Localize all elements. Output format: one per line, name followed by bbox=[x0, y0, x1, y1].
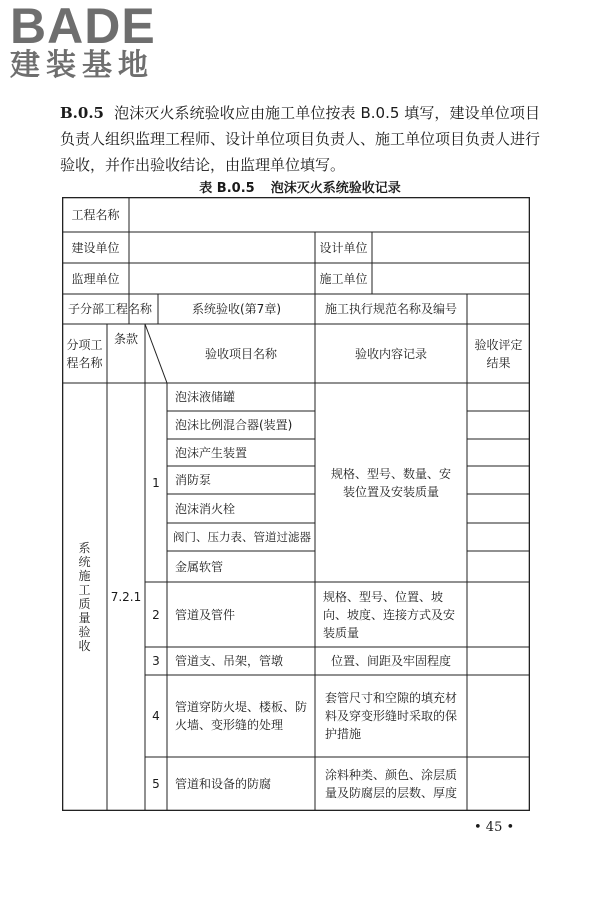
logo-wordmark: BADE bbox=[10, 0, 156, 54]
page-number: • 45 • bbox=[474, 820, 515, 835]
table-caption-label: 表 B.0.5 bbox=[199, 181, 255, 196]
section-name-char: 统 bbox=[78, 555, 91, 569]
acceptance-item: 金属软管 bbox=[175, 559, 224, 574]
acceptance-item: 管道穿防火堤、楼板、防火墙、变形缝的处理 bbox=[175, 700, 308, 732]
header-content-record: 验收内容记录 bbox=[354, 346, 427, 361]
header-clause: 条款 bbox=[113, 332, 138, 346]
header-acceptance-item: 验收项目名称 bbox=[204, 346, 277, 361]
acceptance-item: 泡沫消火栓 bbox=[175, 501, 236, 516]
acceptance-item: 泡沫液储罐 bbox=[175, 390, 236, 404]
supervisor-label: 监理单位 bbox=[71, 271, 120, 286]
section-name bbox=[62, 383, 107, 811]
logo-subtitle: 建装基地 bbox=[10, 48, 154, 83]
content-record: 规格、型号、数量、安装位置及安装质量 bbox=[330, 466, 451, 499]
acceptance-item: 阀门、压力表、管道过滤器 bbox=[173, 530, 311, 544]
project-name-value[interactable] bbox=[129, 197, 530, 232]
group-number: 3 bbox=[152, 654, 160, 668]
acceptance-item: 管道支、吊架，管墩 bbox=[175, 654, 284, 668]
result-cell[interactable] bbox=[467, 466, 530, 494]
acceptance-item: 泡沫比例混合器(装置) bbox=[175, 418, 293, 432]
group-number: 5 bbox=[152, 777, 160, 791]
construction-label: 施工单位 bbox=[319, 271, 368, 286]
table-caption bbox=[0, 177, 600, 196]
system-accept-label: 系统验收(第7章) bbox=[192, 302, 281, 316]
result-cell[interactable] bbox=[467, 494, 530, 523]
acceptance-item: 管道及管件 bbox=[175, 607, 236, 622]
section-name-char: 工 bbox=[78, 583, 91, 597]
section-name-char: 系 bbox=[78, 541, 91, 555]
standard-label: 施工执行规范名称及编号 bbox=[324, 302, 457, 316]
table-caption-title: 泡沫灭火系统验收记录 bbox=[270, 181, 401, 196]
acceptance-item: 消防泵 bbox=[175, 473, 212, 487]
subdivision-label: 子分部工程名称 bbox=[67, 302, 152, 316]
result-cell[interactable] bbox=[467, 582, 530, 647]
header-result: 验收评定结果 bbox=[474, 337, 523, 370]
builder-label: 建设单位 bbox=[71, 240, 120, 255]
result-cell[interactable] bbox=[467, 675, 530, 757]
clause-number: B.0.5 bbox=[60, 104, 104, 122]
group-number: 2 bbox=[152, 607, 160, 622]
design-value[interactable] bbox=[372, 232, 530, 263]
result-cell[interactable] bbox=[467, 551, 530, 582]
clause-paragraph bbox=[60, 100, 540, 178]
section-name-char: 量 bbox=[78, 611, 91, 625]
result-cell[interactable] bbox=[467, 757, 530, 811]
content-record: 位置、间距及牢固程度 bbox=[330, 654, 451, 668]
bade-logo bbox=[10, 0, 180, 90]
acceptance-item: 泡沫产生装置 bbox=[175, 445, 248, 460]
result-cell[interactable] bbox=[467, 411, 530, 439]
acceptance-item: 管道和设备的防腐 bbox=[175, 777, 272, 791]
acceptance-record-table bbox=[62, 197, 530, 811]
construction-value[interactable] bbox=[372, 263, 530, 294]
section-name-char: 质 bbox=[78, 597, 91, 611]
section-name-char: 施 bbox=[78, 569, 91, 583]
design-label: 设计单位 bbox=[319, 240, 368, 255]
content-record: 规格、型号、位置、坡向、坡度、连接方式及安装质量 bbox=[323, 589, 456, 640]
project-name-label: 工程名称 bbox=[71, 207, 120, 222]
clause-number-cell: 7.2.1 bbox=[110, 590, 142, 604]
result-cell[interactable] bbox=[467, 439, 530, 466]
result-cell[interactable] bbox=[467, 647, 530, 675]
builder-value[interactable] bbox=[129, 232, 315, 263]
header-item-name: 分项工程名称 bbox=[66, 337, 103, 370]
supervisor-value[interactable] bbox=[129, 263, 315, 294]
group-number: 1 bbox=[152, 475, 160, 490]
content-record: 套管尺寸和空隙的填充材料及穿变形缝时采取的保护措施 bbox=[325, 691, 458, 741]
content-record: 涂料种类、颜色、涂层质量及防腐层的层数、厚度 bbox=[325, 768, 458, 800]
section-name-char: 验 bbox=[78, 625, 91, 639]
result-cell[interactable] bbox=[467, 383, 530, 411]
standard-value[interactable] bbox=[467, 294, 530, 324]
result-cell[interactable] bbox=[467, 523, 530, 551]
section-name-char: 收 bbox=[78, 639, 91, 653]
group-number: 4 bbox=[152, 709, 160, 723]
clause-text: 泡沫灭火系统验收应由施工单位按表 B.0.5 填写，建设单位项目负责人组织监理工程师、设计单位项目负责人、施工单位项目负责人进行验收，并作出验收结论，由监理单位填写。 bbox=[60, 104, 541, 174]
